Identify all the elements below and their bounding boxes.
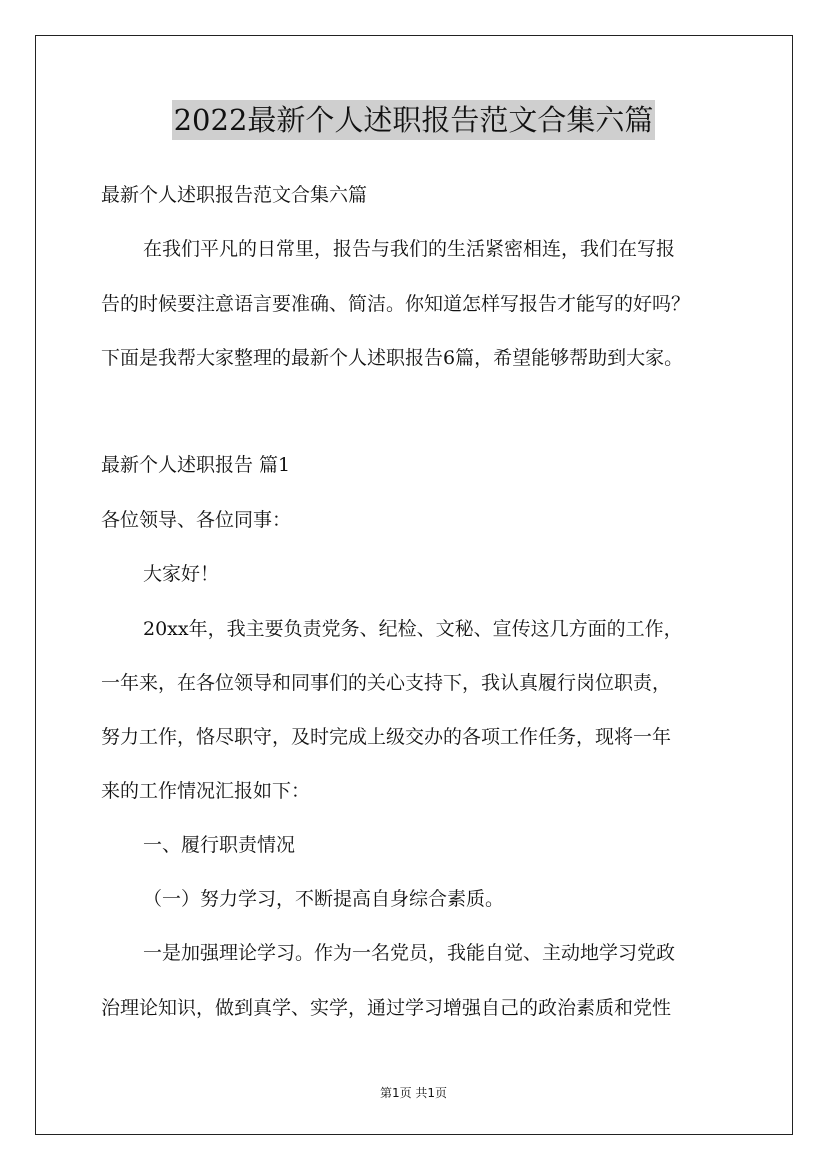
title-container xyxy=(0,100,827,140)
subheading-line: （一）努力学习，不断提高自身综合素质。 xyxy=(143,888,505,910)
paragraph-line: 来的工作情况汇报如下： xyxy=(101,780,311,802)
paragraph-line: 治理论知识，做到真学、实学，通过学习增强自己的政治素质和党性 xyxy=(101,997,672,1019)
subheading-line: 一、履行职责情况 xyxy=(143,834,296,856)
page-footer: 第1页 共1页 xyxy=(379,1086,448,1100)
section-heading: 最新个人述职报告 篇1 xyxy=(101,454,291,476)
paragraph-line: 20xx年，我主要负责党务、纪检、文秘、宣传这几方面的工作， xyxy=(143,618,683,640)
salutation-line: 各位领导、各位同事： xyxy=(101,509,292,531)
document-title: 2022最新个人述职报告范文合集六篇 xyxy=(172,100,656,140)
paragraph-line: 努力工作，恪尽职守，及时完成上级交办的各项工作任务，现将一年 xyxy=(101,726,672,748)
paragraph-line: 一是加强理论学习。作为一名党员，我能自觉、主动地学习党政 xyxy=(143,942,676,964)
paragraph-line: 在我们平凡的日常里，报告与我们的生活紧密相连，我们在写报 xyxy=(143,238,676,260)
paragraph-line: 下面是我帮大家整理的最新个人述职报告6篇，希望能够帮助到大家。 xyxy=(101,347,684,369)
paragraph-line: 一年来，在各位领导和同事们的关心支持下，我认真履行岗位职责， xyxy=(101,672,672,694)
greeting-line: 大家好！ xyxy=(143,563,220,585)
subtitle-line: 最新个人述职报告范文合集六篇 xyxy=(101,184,368,206)
paragraph-line: 告的时候要注意语言要准确、简洁。你知道怎样写报告才能写的好吗？ xyxy=(101,293,691,315)
